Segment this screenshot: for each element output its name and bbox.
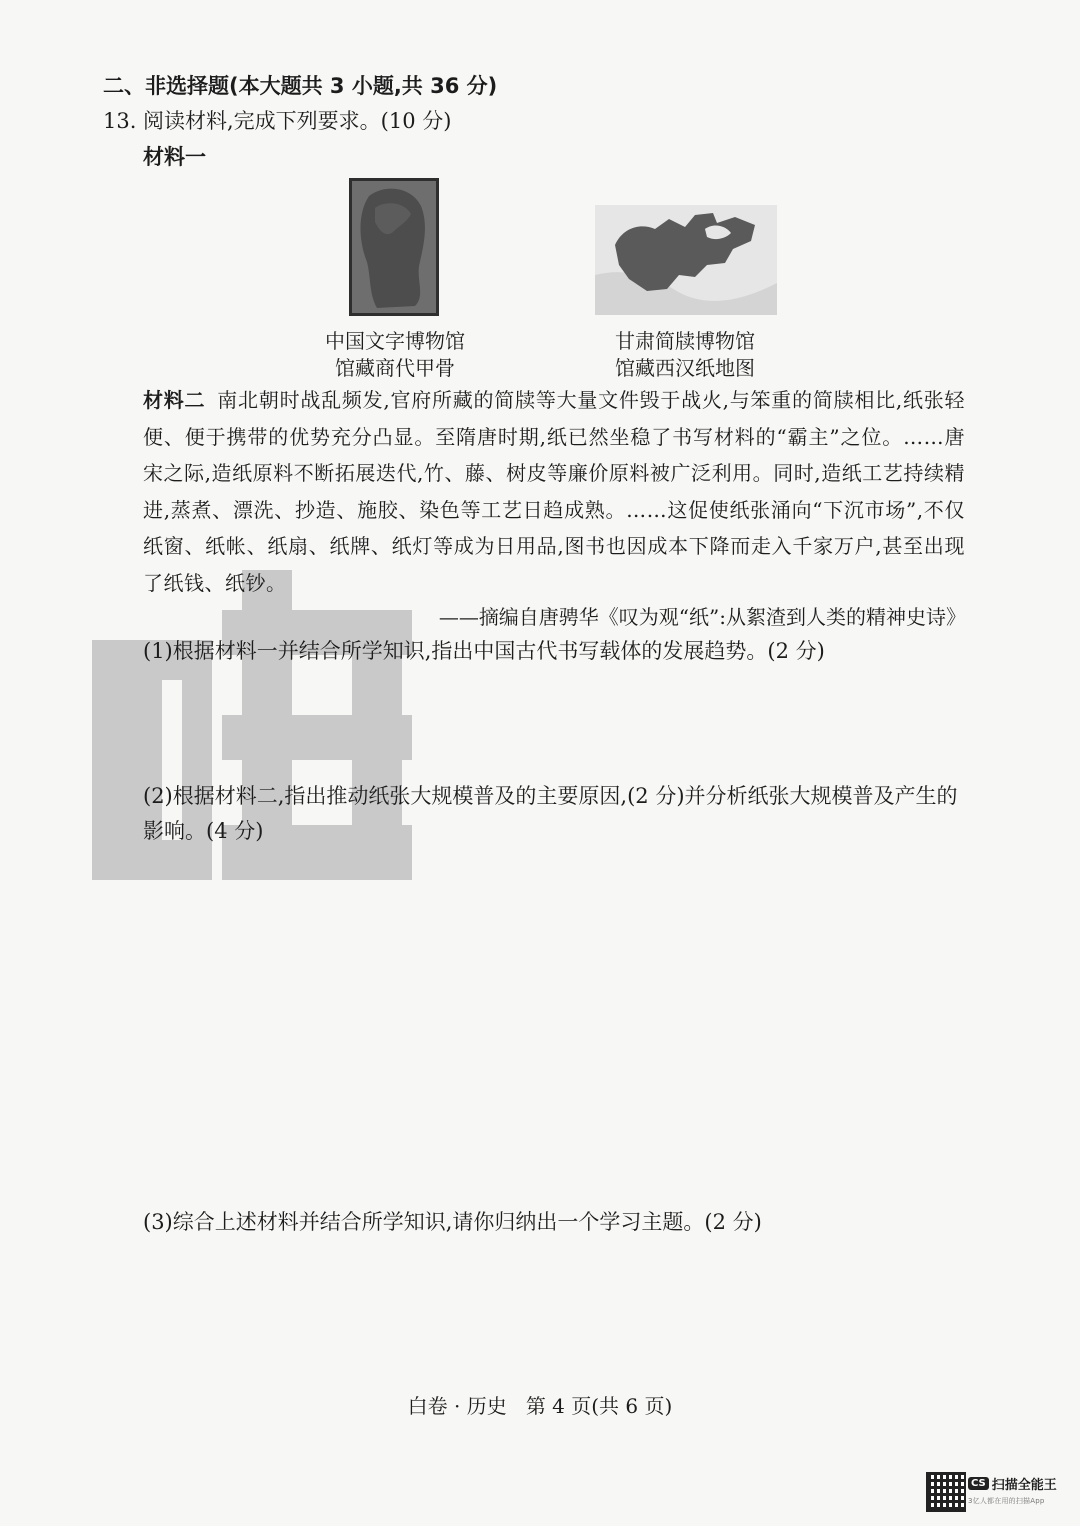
scanner-name: 扫描全能王 [991, 1478, 1057, 1493]
sub-question-2-line2: 影响。(4 分) [143, 819, 264, 843]
image2-caption-line1: 甘肃简牍博物馆 [615, 329, 755, 353]
paper-map-image [595, 205, 777, 315]
image2-caption [600, 328, 770, 382]
cs-logo-icon: CS [968, 1477, 989, 1490]
sub-question-1: (1)根据材料一并结合所学知识,指出中国古代书写载体的发展趋势。(2 分) [143, 639, 825, 663]
section-title: 二、非选择题(本大题共 3 小题,共 36 分) [103, 74, 498, 98]
qr-code-icon [928, 1474, 964, 1510]
image1-caption-line2: 馆藏商代甲骨 [335, 356, 455, 380]
material1-label: 材料一 [143, 145, 206, 169]
oracle-bone-image [349, 178, 439, 316]
material2-label: 材料二 [143, 388, 206, 412]
material2-source: ——摘编自唐骋华《叹为观“纸”:从絮渣到人类的精神史诗》 [438, 605, 966, 629]
image2-caption-line2: 馆藏西汉纸地图 [615, 356, 755, 380]
material2-paragraph [143, 382, 965, 601]
sub-question-2-line1: (2)根据材料二,指出推动纸张大规模普及的主要原因,(2 分)并分析纸张大规模普及产生的 [143, 784, 958, 808]
question-prompt: 阅读材料,完成下列要求。(10 分) [143, 109, 452, 133]
image1-caption [310, 328, 480, 382]
sub-question-3: (3)综合上述材料并结合所学知识,请你归纳出一个学习主题。(2 分) [143, 1210, 762, 1234]
page-footer: 白卷 · 历史 第 4 页(共 6 页) [407, 1394, 673, 1418]
scanner-tagline: 3亿人都在用的扫描App [968, 1497, 1045, 1505]
material2-text: 南北朝时战乱频发,官府所藏的简牍等大量文件毁于战火,与笨重的简牍相比,纸张轻便、便于携带的优势充分凸显。至隋唐时期,纸已然坐稳了书写材料的“霸主”之位。……唐宋之际,造纸原料不断拓展迭代,竹、藤、树皮等廉价原料被广泛利用。同时,造纸工艺持续精进,蒸煮、漂洗、抄造、施胶、染色等工艺日趋成熟。……这促使纸张涌向“下沉市场”,不仅纸窗、纸帐、纸扇、纸牌、纸灯等成为日用品,图书也因成本下降而走入千家万户,甚至出现了纸钱、纸钞。 [143, 388, 966, 595]
scanner-brand [968, 1473, 1057, 1506]
image1-caption-line1: 中国文字博物馆 [325, 329, 465, 353]
question-number: 13. [103, 109, 137, 133]
